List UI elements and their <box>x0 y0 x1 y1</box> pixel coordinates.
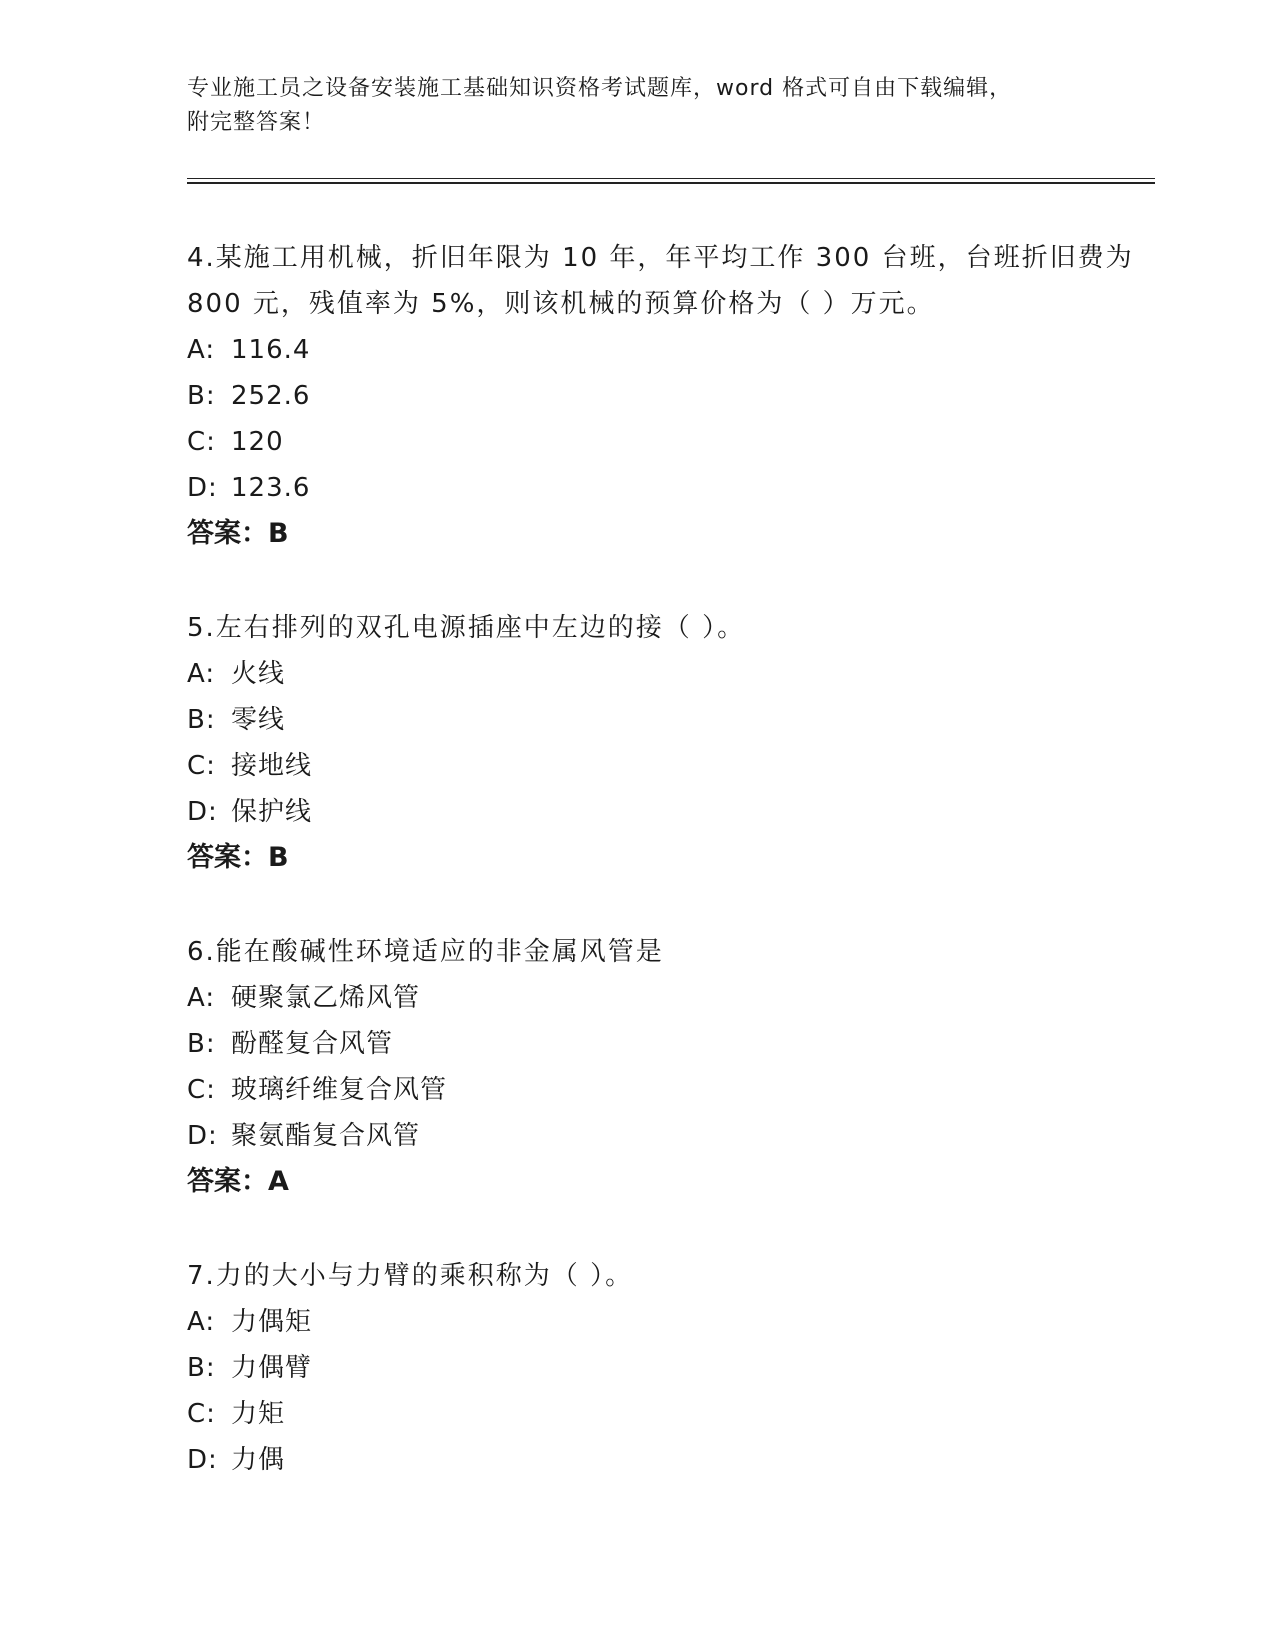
question-stem: 6.能在酸碱性环境适应的非金属风管是 <box>187 937 664 967</box>
option-letter: C: <box>187 427 216 457</box>
option-letter: A: <box>187 659 216 689</box>
option-letter: D: <box>187 1121 218 1151</box>
question-stem: 4.某施工用机械，折旧年限为 10 年，年平均工作 300 台班，台班折旧费为 800 元，残值率为 5%，则该机械的预算价格为（ ）万元。 <box>187 243 1134 319</box>
option-c <box>187 1067 1147 1113</box>
option-b <box>187 697 1147 743</box>
question-7 <box>187 1253 1147 1483</box>
option-d <box>187 465 1147 511</box>
option-text: 零线 <box>231 705 286 735</box>
option-letter: D: <box>187 797 218 827</box>
option-text: 252.6 <box>231 381 311 411</box>
question-stem: 5.左右排列的双孔电源插座中左边的接（ ）。 <box>187 613 746 643</box>
option-a <box>187 975 1147 1021</box>
option-c <box>187 743 1147 789</box>
option-letter: C: <box>187 1399 216 1429</box>
document-header <box>187 72 1087 140</box>
option-text: 火线 <box>231 659 286 689</box>
option-letter: D: <box>187 1445 218 1475</box>
option-letter: C: <box>187 1075 216 1105</box>
header-divider-thick <box>187 182 1155 184</box>
option-letter: A: <box>187 1307 216 1337</box>
option-letter: B: <box>187 1353 216 1383</box>
answer-line: 答案：A <box>187 1166 289 1197</box>
option-text: 保护线 <box>231 797 313 827</box>
option-text: 聚氨酯复合风管 <box>231 1121 421 1151</box>
option-d <box>187 789 1147 835</box>
option-text: 接地线 <box>231 751 313 781</box>
option-letter: D: <box>187 473 218 503</box>
option-d <box>187 1113 1147 1159</box>
option-text: 力偶 <box>231 1445 286 1475</box>
question-5 <box>187 605 1147 881</box>
option-text: 硬聚氯乙烯风管 <box>231 983 421 1013</box>
header-line-2: 附完整答案！ <box>187 110 326 135</box>
option-b <box>187 1345 1147 1391</box>
option-text: 116.4 <box>231 335 311 365</box>
option-letter: B: <box>187 381 216 411</box>
question-list <box>187 235 1147 1531</box>
header-line-1: 专业施工员之设备安装施工基础知识资格考试题库，word 格式可自由下载编辑， <box>187 76 1013 101</box>
option-a <box>187 1299 1147 1345</box>
option-text: 酚醛复合风管 <box>231 1029 394 1059</box>
option-letter: B: <box>187 1029 216 1059</box>
option-text: 力偶矩 <box>231 1307 313 1337</box>
option-a <box>187 651 1147 697</box>
answer-line: 答案：B <box>187 518 289 549</box>
option-text: 玻璃纤维复合风管 <box>231 1075 448 1105</box>
option-b <box>187 1021 1147 1067</box>
option-text: 力偶臂 <box>231 1353 313 1383</box>
option-d <box>187 1437 1147 1483</box>
option-a <box>187 327 1147 373</box>
option-c <box>187 1391 1147 1437</box>
option-c <box>187 419 1147 465</box>
option-text: 力矩 <box>231 1399 286 1429</box>
question-stem: 7.力的大小与力臂的乘积称为（ ）。 <box>187 1261 634 1291</box>
option-letter: A: <box>187 335 216 365</box>
option-letter: C: <box>187 751 216 781</box>
question-6 <box>187 929 1147 1205</box>
option-letter: B: <box>187 705 216 735</box>
answer-line: 答案：B <box>187 842 289 873</box>
option-b <box>187 373 1147 419</box>
option-letter: A: <box>187 983 216 1013</box>
option-text: 123.6 <box>231 473 311 503</box>
question-4 <box>187 235 1147 557</box>
option-text: 120 <box>231 427 284 457</box>
header-divider-thin <box>187 178 1155 179</box>
